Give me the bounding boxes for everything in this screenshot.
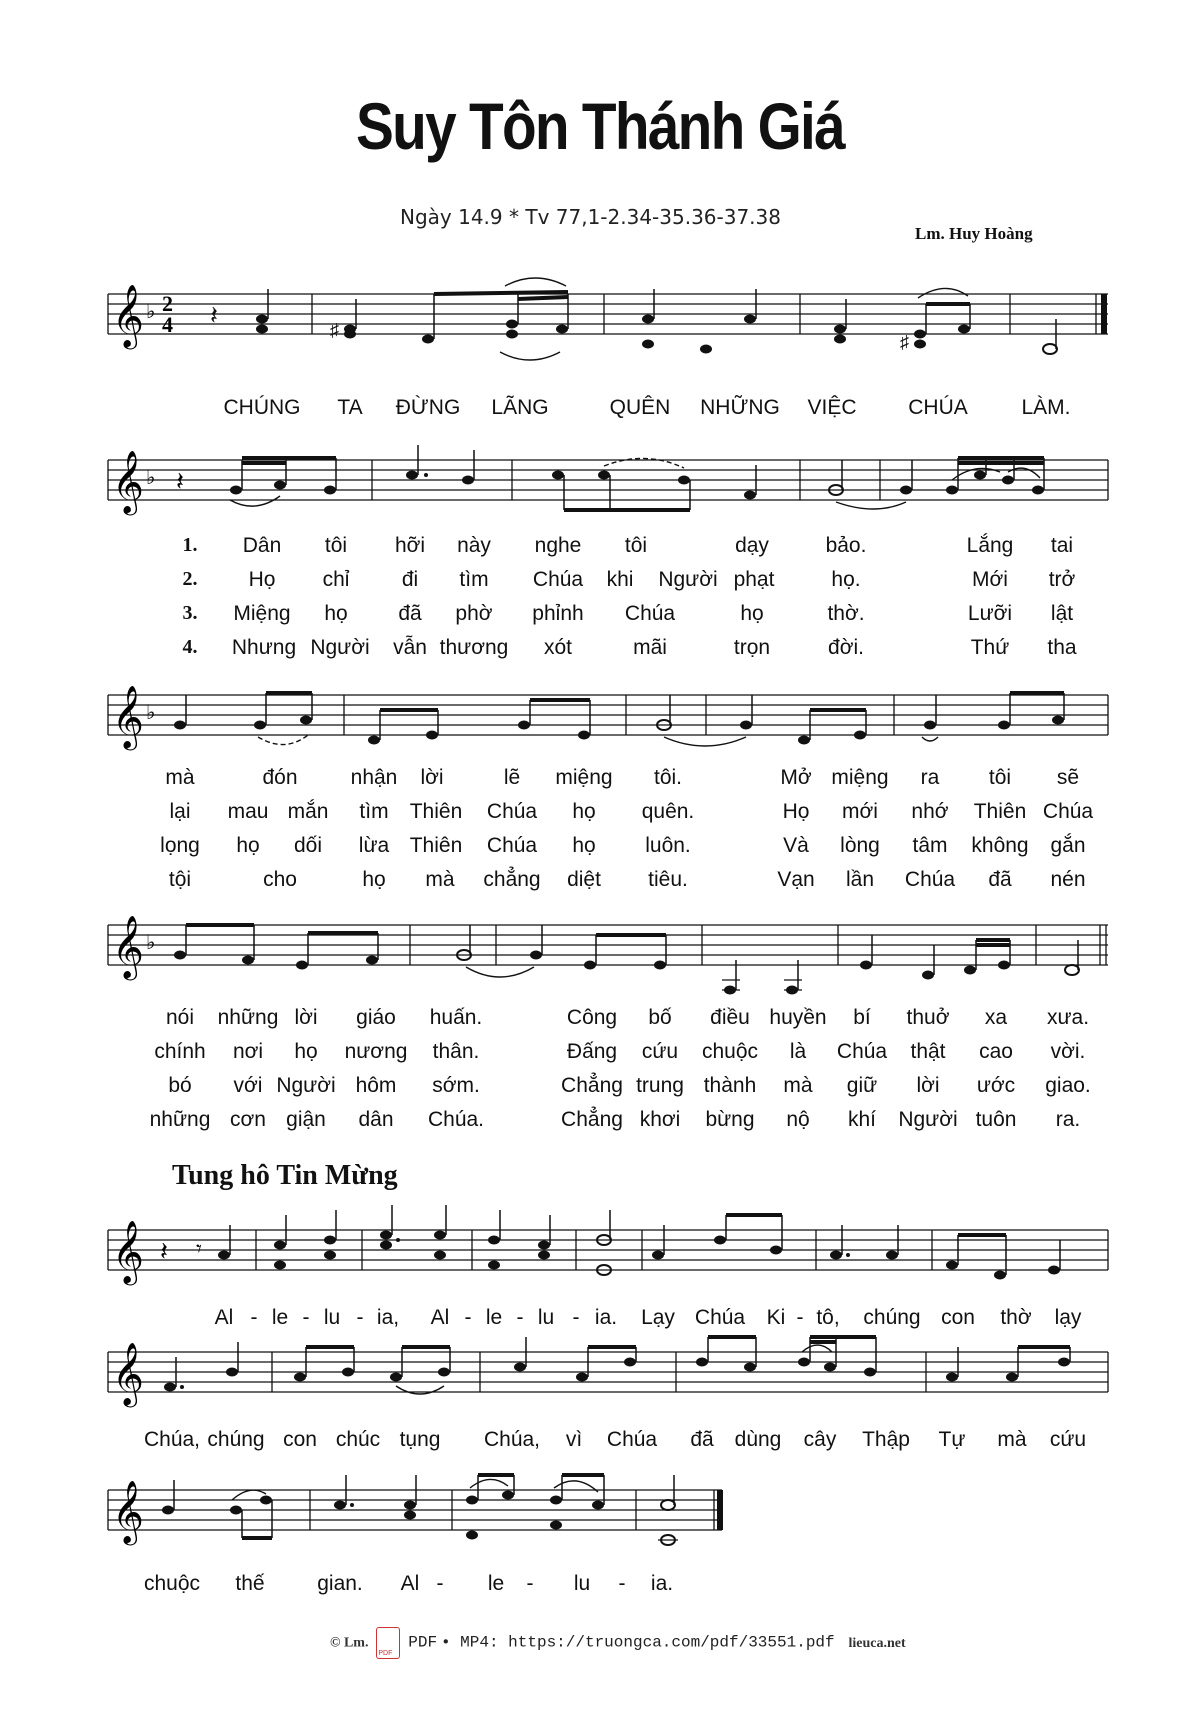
lyric-word: sớm. — [432, 1074, 480, 1097]
lyric-word: giáo — [356, 1006, 396, 1029]
lyric-word: con — [941, 1306, 975, 1329]
lyric-word: Thập — [862, 1428, 910, 1451]
verse-1-line-b — [0, 766, 1200, 796]
lyric-word: lừa — [358, 834, 390, 857]
svg-text:𝄞: 𝄞 — [112, 1342, 144, 1405]
lyric-word: vời. — [1050, 1040, 1086, 1063]
lyric-word: quên. — [641, 800, 695, 823]
song-title: Suy Tôn Thánh Giá — [356, 89, 844, 163]
refrain-lyrics — [0, 396, 1200, 426]
lyric-word: Thứ — [970, 636, 1010, 659]
lyric-word: lu — [573, 1572, 591, 1595]
lyric-word: mau — [227, 800, 269, 823]
lyric-word: chuộc — [143, 1572, 201, 1595]
lyric-word: nghe — [534, 534, 582, 557]
lyric-word: Chúa — [694, 1306, 746, 1329]
lyric-word: trở — [1048, 568, 1076, 591]
lyric-word: Chúa — [606, 1428, 658, 1451]
lyric-word: nói — [165, 1006, 195, 1029]
lyric-word: thân. — [432, 1040, 480, 1063]
lyric-word: - — [356, 1306, 364, 1329]
svg-text:♭: ♭ — [146, 702, 156, 724]
svg-text:♯: ♯ — [900, 332, 909, 352]
staff-gospel-2 — [0, 1322, 1200, 1422]
lyric-word: sẽ — [1056, 766, 1080, 789]
lyric-word: với — [233, 1074, 263, 1097]
lyric-word: Al — [430, 1306, 450, 1329]
lyric-word: tội — [168, 868, 192, 891]
lyric-word: mà — [783, 1074, 813, 1097]
lyric-word: cứu — [641, 1040, 679, 1063]
lyric-word: Tự — [938, 1428, 966, 1451]
lyric-word: mà — [997, 1428, 1027, 1451]
lyric-word: là — [789, 1040, 807, 1063]
lyric-word: Lưỡi — [967, 602, 1013, 625]
lyric-word: giao. — [1045, 1074, 1091, 1097]
svg-text:𝄾: 𝄾 — [196, 1236, 202, 1261]
verse-2-line-a — [0, 568, 1200, 598]
lyric-word: CHÚNG — [223, 396, 301, 419]
lyric-word: huyền — [769, 1006, 827, 1029]
lyric-word: xót — [543, 636, 573, 659]
lyric-word: khơi — [639, 1108, 681, 1131]
svg-text:4: 4 — [162, 312, 173, 337]
lyric-word: lại — [169, 800, 191, 823]
lyric-word: ia. — [650, 1572, 674, 1595]
lyric-word: - — [302, 1306, 310, 1329]
staff-system-2 — [0, 430, 1200, 530]
lyric-word: Dân — [242, 534, 282, 557]
lyric-word: - — [796, 1306, 804, 1329]
lyric-word: họ — [740, 602, 764, 625]
lyric-word: những — [217, 1006, 279, 1029]
lyric-word: Thiên — [409, 800, 463, 823]
lyric-word: tha — [1047, 636, 1077, 659]
svg-text:♭: ♭ — [146, 932, 156, 954]
lyric-word: diệt — [567, 868, 601, 891]
lyric-word: ia. — [594, 1306, 618, 1329]
lyric-word: họ — [236, 834, 260, 857]
lyric-word: Người — [898, 1108, 958, 1131]
lyric-word: miệng — [555, 766, 613, 789]
lyric-word: hôm — [355, 1074, 397, 1097]
lyric-word: khi — [606, 568, 634, 591]
copyright-text: © Lm. — [330, 1635, 369, 1651]
lyric-word: - — [516, 1306, 524, 1329]
lyric-word: mới — [842, 800, 878, 823]
lyric-word: đời. — [828, 636, 864, 659]
verse-4-line-c — [0, 1108, 1200, 1138]
lyric-word: Thiên — [973, 800, 1027, 823]
lyric-word: Người — [310, 636, 370, 659]
lyric-word: thuở — [906, 1006, 950, 1029]
lyric-word: chúng — [207, 1428, 265, 1451]
svg-text:𝄞: 𝄞 — [112, 685, 144, 748]
lyric-word: Chúa, — [143, 1428, 201, 1451]
lyric-word: bảo. — [825, 534, 867, 557]
lyric-word: đón — [262, 766, 298, 789]
lyric-word: ia, — [376, 1306, 400, 1329]
svg-text:𝄽: 𝄽 — [160, 1236, 168, 1266]
pdf-label[interactable]: PDF — [408, 1633, 438, 1652]
lyric-word: ước — [976, 1074, 1016, 1097]
svg-text:2: 2 — [162, 291, 173, 316]
lyric-word: Họ — [248, 568, 276, 591]
lyric-word: nén — [1050, 868, 1086, 891]
lyric-word: gắn — [1050, 834, 1086, 857]
lyric-word: Chúa — [486, 800, 538, 823]
lyric-word: bó — [168, 1074, 192, 1097]
lyric-word: vẫn — [393, 636, 427, 659]
lyric-word: Chúa — [532, 568, 584, 591]
lyric-word: bừng — [705, 1108, 755, 1131]
lyric-word: chúng — [863, 1306, 921, 1329]
lyric-word: nơi — [232, 1040, 264, 1063]
lyric-word: tìm — [459, 568, 489, 591]
lyric-word: mắn — [287, 800, 329, 823]
lyric-word: Thiên — [409, 834, 463, 857]
lyric-word: lu — [537, 1306, 555, 1329]
gospel-lyrics-3 — [0, 1572, 1200, 1602]
lyric-word: lu — [323, 1306, 341, 1329]
lyric-word: bí — [853, 1006, 871, 1029]
lyric-word: luôn. — [645, 834, 691, 857]
svg-text:𝄞: 𝄞 — [112, 1220, 144, 1283]
lyric-word: Mới — [972, 568, 1008, 591]
lyric-word: tôi — [324, 534, 348, 557]
verse-1-line-a — [0, 534, 1200, 564]
verse-number: 3. — [182, 602, 198, 624]
verse-number: 2. — [182, 568, 198, 590]
site-name[interactable]: lieuca.net — [848, 1635, 906, 1651]
svg-text:𝄞: 𝄞 — [112, 284, 144, 347]
lyric-word: thương — [439, 636, 509, 659]
lyric-word: mãi — [633, 636, 667, 659]
lyric-word: giận — [286, 1108, 326, 1131]
verse-2-line-c — [0, 1040, 1200, 1070]
lyric-word: đã — [690, 1428, 714, 1451]
lyric-word: đi — [401, 568, 419, 591]
verse-2-line-b — [0, 800, 1200, 830]
lyric-word: Ki — [766, 1306, 786, 1329]
lyric-word: phạt — [733, 568, 775, 591]
verse-4-line-b — [0, 868, 1200, 898]
lyric-word: họ — [572, 834, 596, 857]
lyric-word: xa — [984, 1006, 1008, 1029]
lyric-word: này — [457, 534, 491, 557]
verse-number: 1. — [182, 534, 198, 556]
lyric-word: gian. — [317, 1572, 363, 1595]
lyric-word: tuôn — [975, 1108, 1017, 1131]
lyric-word: VIỆC — [807, 396, 857, 419]
lyric-word: chúc — [335, 1428, 381, 1451]
lyric-word: phỉnh — [532, 602, 584, 625]
composer-name: Lm. Huy Hoàng — [915, 224, 1033, 243]
lyric-word: Miệng — [233, 602, 291, 625]
lyric-word: Chẳng — [561, 1074, 623, 1097]
verse-3-line-a — [0, 602, 1200, 632]
lyric-word: tô, — [816, 1306, 840, 1329]
lyric-word: tìm — [359, 800, 389, 823]
lyric-word: cao — [979, 1040, 1013, 1063]
lyric-word: chỉ — [322, 568, 350, 591]
lyric-word: cho — [263, 868, 297, 891]
verse-3-line-b — [0, 834, 1200, 864]
lyric-word: chẳng — [483, 868, 541, 891]
lyric-word: tôi — [624, 534, 648, 557]
staff-system-1 — [0, 272, 1200, 382]
lyric-word: Chúa — [624, 602, 676, 625]
lyric-word: Lạy — [641, 1306, 675, 1329]
lyric-word: LÀM. — [1021, 396, 1071, 419]
lyric-word: Đấng — [566, 1040, 618, 1063]
verse-3-line-c — [0, 1074, 1200, 1104]
lyric-word: lòng — [840, 834, 880, 857]
lyric-word: Và — [783, 834, 809, 857]
lyric-word: điều — [710, 1006, 750, 1029]
lyric-word: CHÚA — [908, 396, 968, 419]
lyric-word: lời — [294, 1006, 318, 1029]
lyric-word: dạy — [735, 534, 769, 557]
lyric-word: thành — [703, 1074, 757, 1097]
footer — [330, 1627, 906, 1659]
lyric-word: tụng — [399, 1428, 441, 1451]
lyric-word: mà — [425, 868, 455, 891]
lyric-word: LÃNG — [491, 396, 549, 419]
lyric-word: những — [149, 1108, 211, 1131]
lyric-word: - — [464, 1306, 472, 1329]
lyric-word: nhớ — [911, 800, 949, 823]
gospel-acclamation-heading: Tung hô Tin Mừng — [172, 1160, 398, 1191]
lyric-word: chính — [154, 1040, 206, 1063]
lyric-word: lật — [1050, 602, 1074, 625]
svg-text:♭: ♭ — [146, 301, 156, 323]
lyric-word: hỡi — [394, 534, 426, 557]
lyric-word: xưa. — [1046, 1006, 1090, 1029]
svg-text:𝄞: 𝄞 — [112, 1480, 144, 1543]
lyric-word: Chúa — [486, 834, 538, 857]
lyric-word: lọng — [160, 834, 200, 857]
lyric-word: - — [250, 1306, 258, 1329]
lyric-word: nhận — [350, 766, 398, 789]
lyric-word: khí — [847, 1108, 877, 1131]
lyric-word: TA — [337, 396, 363, 419]
lyric-word: bố — [648, 1006, 672, 1029]
lyric-word: le — [487, 1572, 505, 1595]
song-subtitle: Ngày 14.9 * Tv 77,1-2.34-35.36-37.38 — [400, 205, 781, 229]
lyric-word: đã — [988, 868, 1012, 891]
lyric-word: - — [526, 1572, 534, 1595]
verse-4-line-a — [0, 636, 1200, 666]
lyric-word: giữ — [846, 1074, 878, 1097]
lyric-word: Chúa — [836, 1040, 888, 1063]
svg-text:𝄽: 𝄽 — [176, 466, 184, 496]
lyric-word: họ — [362, 868, 386, 891]
lyric-word: họ — [324, 602, 348, 625]
lyric-word: QUÊN — [609, 396, 671, 419]
lyric-word: dân — [358, 1108, 394, 1131]
svg-text:♯: ♯ — [330, 320, 339, 340]
lyric-word: vì — [565, 1428, 583, 1451]
lyric-word: Mở — [780, 766, 812, 789]
lyric-word: lần — [845, 868, 875, 891]
lyric-word: Nhưng — [231, 636, 297, 659]
lyric-word: dùng — [734, 1428, 782, 1451]
staff-gospel-1 — [0, 1200, 1200, 1300]
staff-system-3 — [0, 665, 1200, 765]
lyric-word: con — [283, 1428, 317, 1451]
svg-text:𝄞: 𝄞 — [112, 915, 144, 978]
lyric-word: trung — [636, 1074, 684, 1097]
lyric-word: Chúa — [1042, 800, 1094, 823]
lyric-word: không — [971, 834, 1029, 857]
staff-gospel-3 — [0, 1460, 1200, 1570]
lyric-word: Chúa. — [427, 1108, 485, 1131]
lyric-word: miệng — [831, 766, 889, 789]
lyric-word: họ. — [831, 568, 861, 591]
verse-1-line-c — [0, 1006, 1200, 1036]
lyric-word: cứu — [1049, 1428, 1087, 1451]
lyric-word: thế — [235, 1572, 265, 1595]
lyric-word: Al — [400, 1572, 420, 1595]
staff-system-4 — [0, 895, 1200, 1005]
lyric-word: phờ — [455, 602, 493, 625]
lyric-word: lời — [916, 1074, 940, 1097]
lyric-word: thờ — [1000, 1306, 1032, 1329]
lyric-word: họ — [572, 800, 596, 823]
lyric-word: lẽ — [503, 766, 521, 789]
mp4-link[interactable]: • MP4: https://truongca.com/pdf/33551.pdf — [440, 1633, 835, 1652]
lyric-word: tiêu. — [648, 868, 688, 891]
pdf-icon[interactable] — [376, 1627, 400, 1659]
lyric-word: - — [572, 1306, 580, 1329]
svg-text:𝄽: 𝄽 — [210, 300, 218, 330]
lyric-word: lời — [420, 766, 444, 789]
lyric-word: đã — [398, 602, 422, 625]
svg-text:♭: ♭ — [146, 467, 156, 489]
lyric-word: Vạn — [777, 868, 815, 891]
lyric-word: NHỮNG — [700, 396, 780, 419]
lyric-word: Công — [566, 1006, 618, 1029]
lyric-word: ra — [920, 766, 940, 789]
lyric-word: thờ. — [827, 602, 865, 625]
lyric-word: chuộc — [701, 1040, 759, 1063]
lyric-word: dối — [293, 834, 323, 857]
svg-text:𝄞: 𝄞 — [112, 450, 144, 513]
lyric-word: thật — [910, 1040, 946, 1063]
lyric-word: lạy — [1054, 1306, 1082, 1329]
lyric-word: cơn — [230, 1108, 266, 1131]
lyric-word: tâm — [912, 834, 948, 857]
lyric-word: Al — [214, 1306, 234, 1329]
lyric-word: tôi. — [653, 766, 683, 789]
lyric-word: nương — [344, 1040, 408, 1063]
lyric-word: tôi — [988, 766, 1012, 789]
lyric-word: le — [271, 1306, 289, 1329]
lyric-word: mà — [165, 766, 195, 789]
lyric-word: Họ — [782, 800, 810, 823]
lyric-word: tai — [1050, 534, 1074, 557]
verse-number: 4. — [182, 636, 198, 658]
lyric-word: ĐỪNG — [395, 396, 461, 419]
lyric-word: Người — [658, 568, 718, 591]
lyric-word: - — [436, 1572, 444, 1595]
lyric-word: le — [485, 1306, 503, 1329]
gospel-lyrics-2 — [0, 1428, 1200, 1458]
lyric-word: Lắng — [966, 534, 1014, 557]
lyric-word: nộ — [786, 1108, 810, 1131]
lyric-word: Chúa, — [483, 1428, 541, 1451]
lyric-word: - — [618, 1572, 626, 1595]
lyric-word: họ — [294, 1040, 318, 1063]
lyric-word: Chẳng — [561, 1108, 623, 1131]
lyric-word: trọn — [733, 636, 771, 659]
lyric-word: Người — [276, 1074, 336, 1097]
lyric-word: huấn. — [429, 1006, 483, 1029]
lyric-word: Chúa — [904, 868, 956, 891]
lyric-word: ra. — [1055, 1108, 1081, 1131]
lyric-word: cây — [803, 1428, 837, 1451]
